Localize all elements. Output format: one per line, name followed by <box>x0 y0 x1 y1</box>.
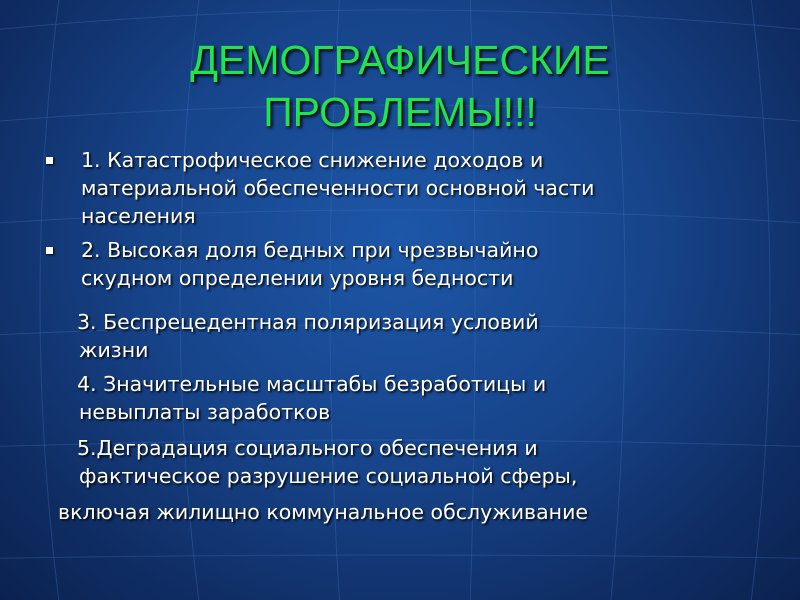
list-item-line: фактическое разрушение социальной сферы, <box>79 464 578 488</box>
slide-title <box>0 34 800 138</box>
list-item <box>77 370 546 426</box>
list-item <box>58 498 588 526</box>
list-item-line: 4. Значительные масштабы безработицы и <box>77 372 547 396</box>
list-item-line: невыплаты заработков <box>79 400 331 424</box>
list-item-line: включая жилищно коммунальное обслуживание <box>58 500 589 524</box>
list-item-line: скудном определении уровня бедности <box>81 266 514 290</box>
list-item-line: населения <box>81 204 196 228</box>
title-line: ДЕМОГРАФИЧЕСКИЕ <box>190 37 610 83</box>
list-item <box>81 236 538 292</box>
bullet-marker <box>46 157 53 164</box>
bullet-marker <box>46 247 53 254</box>
list-item-line: 5.Деградация социального обеспечения и <box>77 436 538 460</box>
list-item <box>77 308 539 364</box>
list-item-line: материальной обеспеченности основной части <box>81 176 595 200</box>
list-item-line: 1. Катастрофическое снижение доходов и <box>81 148 544 172</box>
list-item <box>77 434 577 490</box>
title-line: ПРОБЛЕМЫ!!! <box>263 89 537 135</box>
list-item-line: 3. Беспрецедентная поляризация условий <box>77 310 539 334</box>
list-item <box>81 146 595 230</box>
list-item-line: жизни <box>79 338 149 362</box>
list-item-line: 2. Высокая доля бедных при чрезвычайно <box>81 238 539 262</box>
